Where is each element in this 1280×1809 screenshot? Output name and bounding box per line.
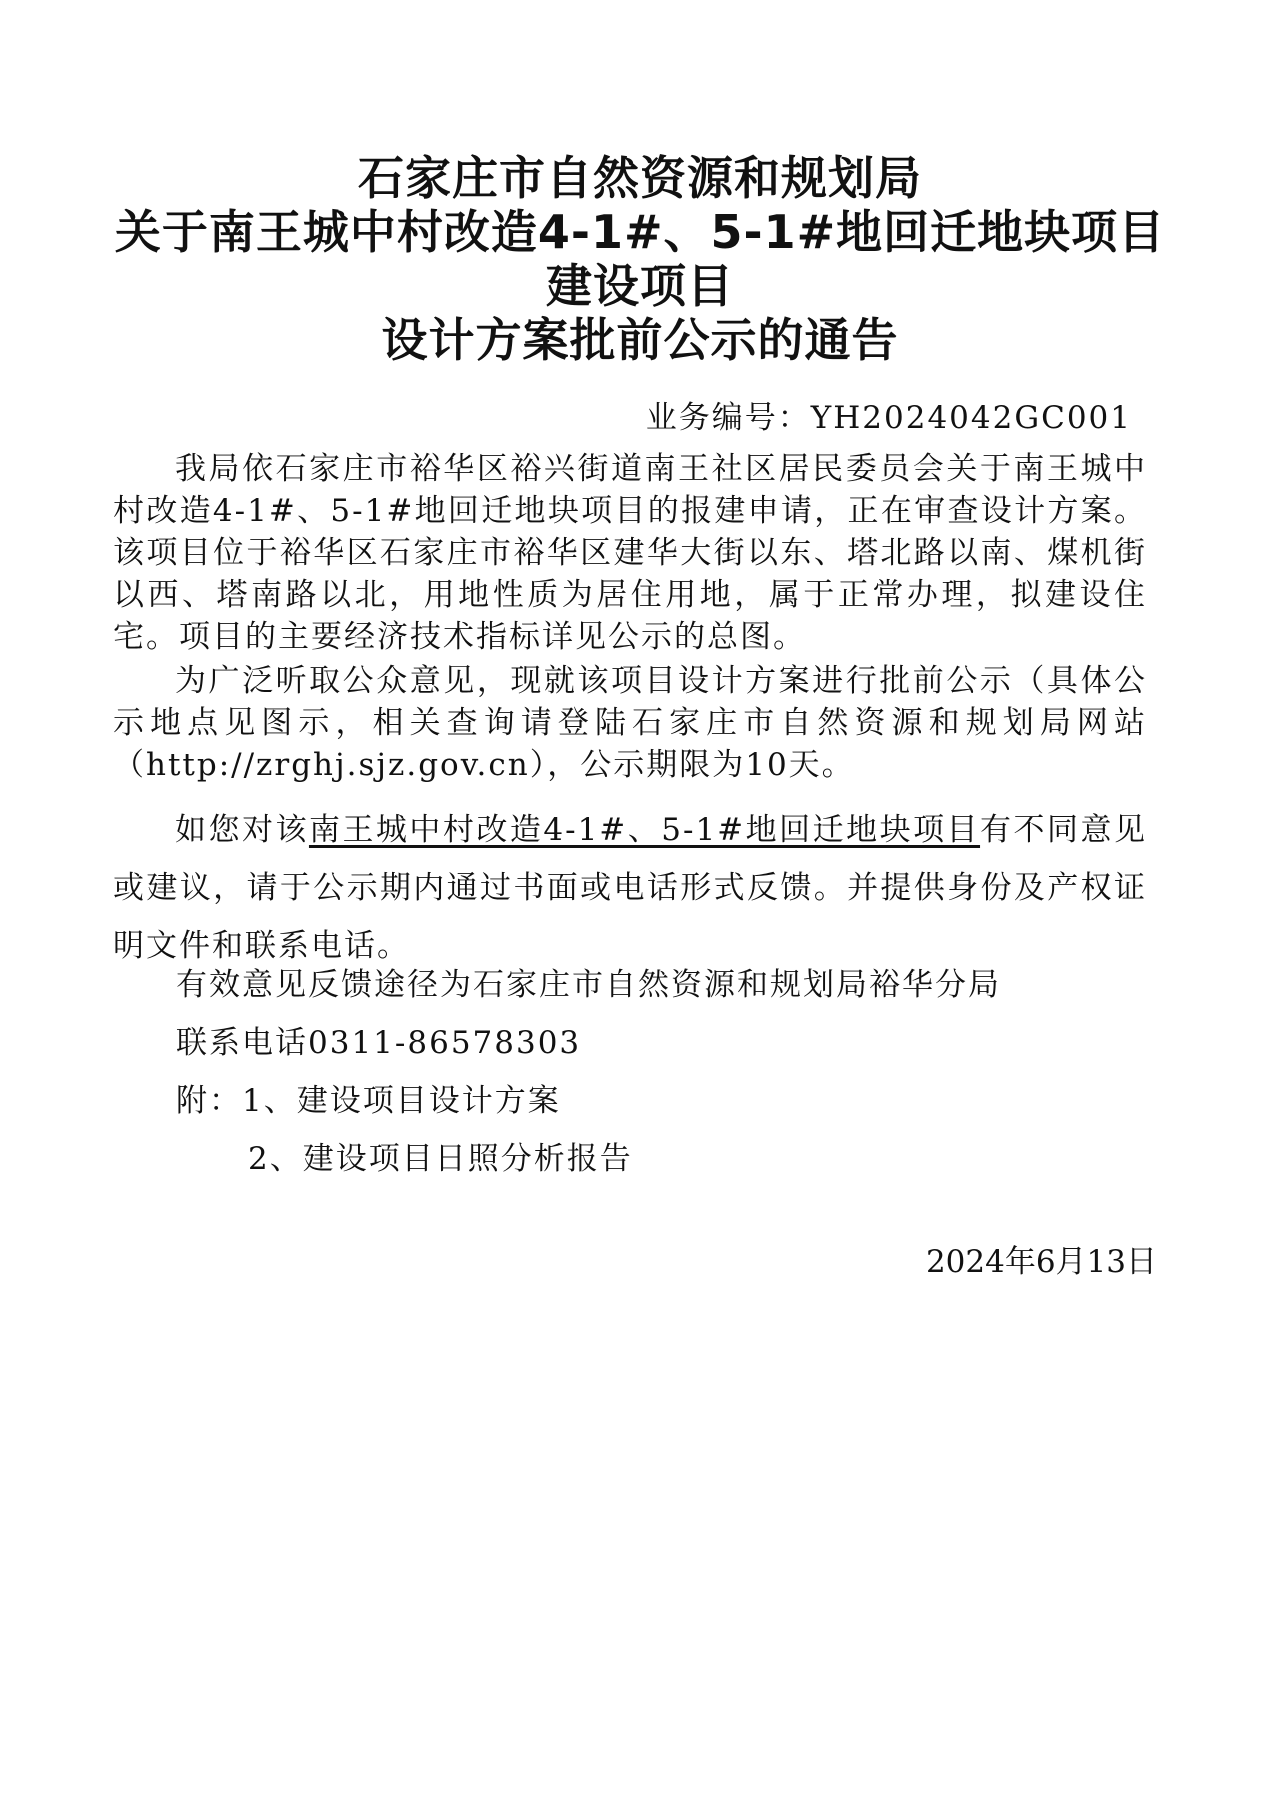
title-line-1: 石家庄市自然资源和规划局 bbox=[358, 151, 922, 205]
title-line-3: 建设项目 bbox=[546, 259, 734, 313]
paragraph-publicity: 为广泛听取公众意见，现就该项目设计方案进行批前公示（具体公示地点见图示，相关查询请登陆石家庄市自然资源和规划局网站（http://zrghj.sjz.gov.cn），公示期限为10天。 bbox=[113, 663, 1147, 783]
objection-text-before: 如您对该 bbox=[175, 812, 309, 848]
business-number: 业务编号：YH2024042GC001 bbox=[645, 400, 1132, 436]
attachment-item-2: 2、建设项目日照分析报告 bbox=[248, 1141, 633, 1177]
issue-date: 2024年6月13日 bbox=[925, 1244, 1157, 1280]
feedback-channel: 有效意见反馈途径为石家庄市自然资源和规划局裕华分局 bbox=[176, 967, 1001, 1003]
title-line-2: 关于南王城中村改造4-1#、5-1#地回迁地块项目 bbox=[114, 205, 1166, 259]
attachment-item-1: 附：1、建设项目设计方案 bbox=[176, 1083, 561, 1119]
project-name-underlined: 南王城中村改造4-1#、5-1#地回迁地块项目 bbox=[308, 812, 981, 848]
paragraph-application: 我局依石家庄市裕华区裕兴街道南王社区居民委员会关于南王城中村改造4-1#、5-1#地回迁地块项目的报建申请，正在审查设计方案。该项目位于裕华区石家庄市裕华区建华大街以东、塔北路以南、煤机街以西、塔南路以北，用地性质为居住用地，属于正常办理，拟建设住宅。项目的主要经济技术指标详见公示的总图。 bbox=[113, 451, 1147, 655]
objection-text-after: 有不同意见或建议，请于公示期内通过书面或电话形式反馈。并提供身份及产权证明文件和联系电话。 bbox=[113, 812, 1147, 964]
contact-phone: 联系电话0311-86578303 bbox=[176, 1025, 582, 1061]
title-line-4: 设计方案批前公示的通告 bbox=[381, 313, 899, 367]
paragraph-objection bbox=[113, 801, 1147, 975]
